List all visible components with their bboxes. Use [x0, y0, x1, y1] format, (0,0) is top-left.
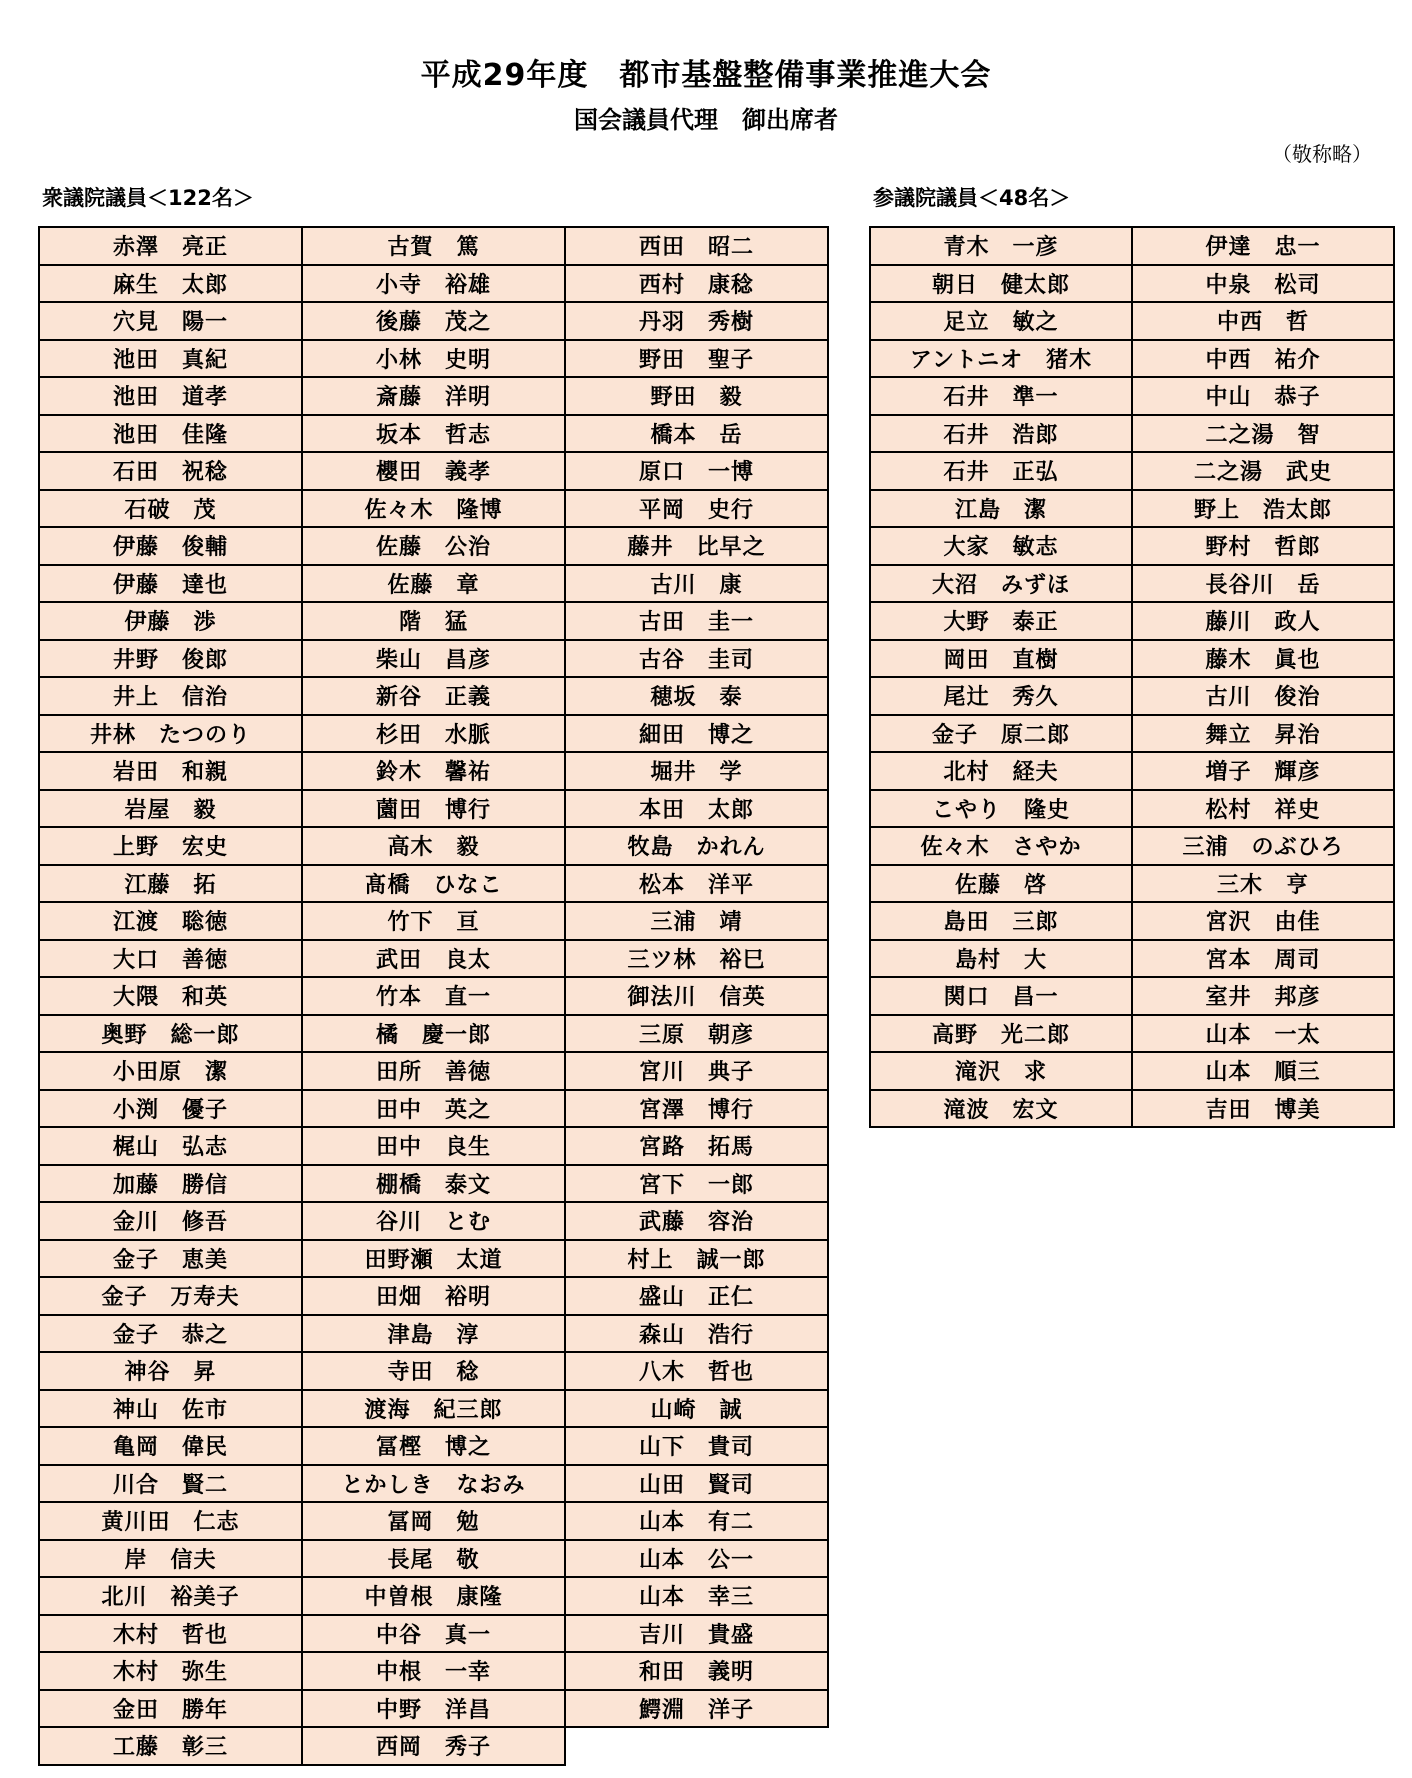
member-name-cell: 小寺 裕雄: [302, 265, 565, 303]
member-name-cell: 大口 善徳: [39, 940, 302, 978]
table-row: [39, 1052, 828, 1090]
member-name-cell: 穴見 陽一: [39, 302, 302, 340]
member-name-cell: 竹本 直一: [302, 977, 565, 1015]
table-row: [39, 1127, 828, 1165]
member-name-cell: 小渕 優子: [39, 1090, 302, 1128]
member-name-cell: 亀岡 偉民: [39, 1427, 302, 1465]
member-name-cell: 中西 哲: [1132, 302, 1394, 340]
member-name-cell: 金子 原二郎: [870, 715, 1132, 753]
table-row: [870, 602, 1394, 640]
member-name-cell: 三原 朝彦: [565, 1015, 828, 1053]
member-name-cell: 田野瀬 太道: [302, 1240, 565, 1278]
table-row: [39, 377, 828, 415]
member-name-cell: 小田原 潔: [39, 1052, 302, 1090]
member-name-cell: 田中 良生: [302, 1127, 565, 1165]
table-row: [870, 827, 1394, 865]
member-name-cell: 古田 圭一: [565, 602, 828, 640]
member-name-cell: 山下 貴司: [565, 1427, 828, 1465]
member-name-cell: 中泉 松司: [1132, 265, 1394, 303]
member-name-cell: 西田 昭二: [565, 227, 828, 265]
member-name-cell: こやり 隆史: [870, 790, 1132, 828]
member-name-cell: 山本 公一: [565, 1540, 828, 1578]
member-name-cell: 三木 亨: [1132, 865, 1394, 903]
table-row: [870, 527, 1394, 565]
member-name-cell: 長尾 敬: [302, 1540, 565, 1578]
member-name-cell: 渡海 紀三郎: [302, 1390, 565, 1428]
member-name-cell: 八木 哲也: [565, 1352, 828, 1390]
member-name-cell: 石井 浩郎: [870, 415, 1132, 453]
table-row: [39, 1652, 828, 1690]
member-name-cell: アントニオ 猪木: [870, 340, 1132, 378]
member-name-cell: 津島 淳: [302, 1315, 565, 1353]
member-name-cell: 森山 浩行: [565, 1315, 828, 1353]
member-name-cell: 穂坂 泰: [565, 677, 828, 715]
table-row: [870, 265, 1394, 303]
member-name-cell: 田所 善徳: [302, 1052, 565, 1090]
member-name-cell: 冨樫 博之: [302, 1427, 565, 1465]
member-name-cell: 古賀 篤: [302, 227, 565, 265]
member-name-cell: 梶山 弘志: [39, 1127, 302, 1165]
member-name-cell: 木村 弥生: [39, 1652, 302, 1690]
table-row: [39, 1427, 828, 1465]
member-name-cell: 神山 佐市: [39, 1390, 302, 1428]
member-name-cell: 中根 一幸: [302, 1652, 565, 1690]
table-row: [39, 977, 828, 1015]
member-name-cell: 中曽根 康隆: [302, 1577, 565, 1615]
table-row: [39, 1540, 828, 1578]
table-row: [39, 415, 828, 453]
table-row: [39, 1502, 828, 1540]
table-row: [39, 302, 828, 340]
table-row: [39, 1727, 828, 1765]
table-row: [39, 677, 828, 715]
member-name-cell: 金川 修吾: [39, 1202, 302, 1240]
sangiin-section-label: 参議院議員＜48名＞: [873, 186, 1071, 210]
member-name-cell: 丹羽 秀樹: [565, 302, 828, 340]
member-name-cell: 野田 毅: [565, 377, 828, 415]
table-row: [870, 977, 1394, 1015]
member-name-cell: 平岡 史行: [565, 490, 828, 528]
member-name-cell: 後藤 茂之: [302, 302, 565, 340]
member-name-cell: 橘 慶一郎: [302, 1015, 565, 1053]
member-name-cell: 三ツ林 裕巳: [565, 940, 828, 978]
member-name-cell: 大隈 和英: [39, 977, 302, 1015]
member-name-cell: 青木 一彦: [870, 227, 1132, 265]
table-row: [870, 715, 1394, 753]
table-row: [39, 527, 828, 565]
member-name-cell: 鈴木 馨祐: [302, 752, 565, 790]
member-name-cell: 伊藤 達也: [39, 565, 302, 603]
member-name-cell: 本田 太郎: [565, 790, 828, 828]
member-name-cell: 石田 祝稔: [39, 452, 302, 490]
table-row: [39, 865, 828, 903]
member-name-cell: 武藤 容治: [565, 1202, 828, 1240]
member-name-cell: 大野 泰正: [870, 602, 1132, 640]
table-row: [39, 602, 828, 640]
member-name-cell: 寺田 稔: [302, 1352, 565, 1390]
member-name-cell: 岩田 和親: [39, 752, 302, 790]
member-name-cell: 石破 茂: [39, 490, 302, 528]
member-name-cell: 高野 光二郎: [870, 1015, 1132, 1053]
member-name-cell: 薗田 博行: [302, 790, 565, 828]
member-name-cell: 工藤 彰三: [39, 1727, 302, 1765]
member-name-cell: 松本 洋平: [565, 865, 828, 903]
table-row: [39, 1577, 828, 1615]
member-name-cell: とかしき なおみ: [302, 1465, 565, 1503]
member-name-cell: 盛山 正仁: [565, 1277, 828, 1315]
member-name-cell: 関口 昌一: [870, 977, 1132, 1015]
member-name-cell: 杉田 水脈: [302, 715, 565, 753]
sangiin-members-table: [869, 226, 1395, 1128]
table-row: [870, 377, 1394, 415]
member-name-cell: 山本 一太: [1132, 1015, 1394, 1053]
member-name-cell: 奥野 総一郎: [39, 1015, 302, 1053]
member-name-cell: 高木 毅: [302, 827, 565, 865]
member-name-cell: 江藤 拓: [39, 865, 302, 903]
table-row: [39, 1352, 828, 1390]
member-name-cell: 山田 賢司: [565, 1465, 828, 1503]
member-name-cell: 田中 英之: [302, 1090, 565, 1128]
member-name-cell: 野上 浩太郎: [1132, 490, 1394, 528]
member-name-cell: 伊藤 俊輔: [39, 527, 302, 565]
member-name-cell: 島田 三郎: [870, 902, 1132, 940]
member-name-cell: 朝日 健太郎: [870, 265, 1132, 303]
table-row: [39, 1465, 828, 1503]
table-row: [39, 1690, 828, 1728]
member-name-cell: 山崎 誠: [565, 1390, 828, 1428]
table-row: [870, 1015, 1394, 1053]
member-name-cell: 谷川 とむ: [302, 1202, 565, 1240]
table-row: [39, 940, 828, 978]
shugiin-members-table: [38, 226, 829, 1766]
member-name-cell: 古川 康: [565, 565, 828, 603]
table-row: [870, 640, 1394, 678]
table-row: [39, 1165, 828, 1203]
member-name-cell: 大家 敏志: [870, 527, 1132, 565]
member-name-cell: 北川 裕美子: [39, 1577, 302, 1615]
table-row: [39, 1615, 828, 1653]
member-name-cell: 滝沢 求: [870, 1052, 1132, 1090]
member-name-cell: 田畑 裕明: [302, 1277, 565, 1315]
member-name-cell: 新谷 正義: [302, 677, 565, 715]
member-name-cell: 伊達 忠一: [1132, 227, 1394, 265]
table-row: [870, 227, 1394, 265]
member-name-cell: 冨岡 勉: [302, 1502, 565, 1540]
member-name-cell: 舞立 昇治: [1132, 715, 1394, 753]
member-name-cell: 井上 信治: [39, 677, 302, 715]
member-name-cell: 島村 大: [870, 940, 1132, 978]
member-name-cell: 髙橋 ひなこ: [302, 865, 565, 903]
member-name-cell: 岩屋 毅: [39, 790, 302, 828]
member-name-cell: 橋本 岳: [565, 415, 828, 453]
member-name-cell: 竹下 亘: [302, 902, 565, 940]
table-row: [39, 227, 828, 265]
member-name-cell: 佐々木 さやか: [870, 827, 1132, 865]
page-title: 平成29年度 都市基盤整備事業推進大会: [420, 58, 992, 93]
member-name-cell: 三浦 靖: [565, 902, 828, 940]
member-name-cell: 三浦 のぶひろ: [1132, 827, 1394, 865]
table-row: [39, 1090, 828, 1128]
table-row: [39, 1202, 828, 1240]
member-name-cell: 宮下 一郎: [565, 1165, 828, 1203]
member-name-cell: 原口 一博: [565, 452, 828, 490]
member-name-cell: 西村 康稔: [565, 265, 828, 303]
table-row: [39, 1277, 828, 1315]
member-name-cell: 藤井 比早之: [565, 527, 828, 565]
table-row: [870, 565, 1394, 603]
member-name-cell: 藤木 眞也: [1132, 640, 1394, 678]
member-name-cell: 井野 俊郎: [39, 640, 302, 678]
member-name-cell: 石井 準一: [870, 377, 1132, 415]
member-name-cell: 黄川田 仁志: [39, 1502, 302, 1540]
member-name-cell: 武田 良太: [302, 940, 565, 978]
table-row: [870, 940, 1394, 978]
member-name-cell: 足立 敏之: [870, 302, 1132, 340]
member-name-cell: 山本 有二: [565, 1502, 828, 1540]
member-name-cell: 長谷川 岳: [1132, 565, 1394, 603]
honorific-note: （敬称略）: [1272, 142, 1372, 166]
table-row: [39, 640, 828, 678]
member-name-cell: 江渡 聡徳: [39, 902, 302, 940]
member-name-cell: 赤澤 亮正: [39, 227, 302, 265]
member-name-cell: 棚橋 泰文: [302, 1165, 565, 1203]
table-row: [870, 677, 1394, 715]
member-name-cell: 宮路 拓馬: [565, 1127, 828, 1165]
table-row: [870, 1090, 1394, 1128]
table-row: [870, 752, 1394, 790]
member-name-cell: 加藤 勝信: [39, 1165, 302, 1203]
member-name-cell: 古谷 圭司: [565, 640, 828, 678]
member-name-cell: 江島 潔: [870, 490, 1132, 528]
table-row: [870, 452, 1394, 490]
member-name-cell: 金子 恵美: [39, 1240, 302, 1278]
table-row: [870, 865, 1394, 903]
page-subtitle: 国会議員代理 御出席者: [574, 106, 838, 134]
member-name-cell: 細田 博之: [565, 715, 828, 753]
table-row: [39, 902, 828, 940]
member-name-cell: 堀井 学: [565, 752, 828, 790]
member-name-cell: 野田 聖子: [565, 340, 828, 378]
table-row: [39, 452, 828, 490]
member-name-cell: 藤川 政人: [1132, 602, 1394, 640]
member-name-cell: 金子 恭之: [39, 1315, 302, 1353]
member-name-cell: 岸 信夫: [39, 1540, 302, 1578]
member-name-cell: 御法川 信英: [565, 977, 828, 1015]
member-name-cell: 増子 輝彦: [1132, 752, 1394, 790]
table-row: [39, 1315, 828, 1353]
shugiin-section-label: 衆議院議員＜122名＞: [42, 186, 254, 210]
member-name-cell: 北村 経夫: [870, 752, 1132, 790]
table-row: [870, 302, 1394, 340]
member-name-cell: 中谷 真一: [302, 1615, 565, 1653]
member-name-cell: 吉川 貴盛: [565, 1615, 828, 1653]
member-name-cell: 小林 史明: [302, 340, 565, 378]
table-row: [39, 1390, 828, 1428]
member-name-cell: 池田 佳隆: [39, 415, 302, 453]
member-name-cell: 和田 義明: [565, 1652, 828, 1690]
member-name-cell: 松村 祥史: [1132, 790, 1394, 828]
empty-cell: [565, 1727, 828, 1765]
table-row: [870, 902, 1394, 940]
member-name-cell: 室井 邦彦: [1132, 977, 1394, 1015]
table-row: [39, 340, 828, 378]
member-name-cell: 井林 たつのり: [39, 715, 302, 753]
table-row: [870, 1052, 1394, 1090]
member-name-cell: 吉田 博美: [1132, 1090, 1394, 1128]
member-name-cell: 佐藤 章: [302, 565, 565, 603]
table-row: [870, 415, 1394, 453]
table-row: [39, 715, 828, 753]
member-name-cell: 宮沢 由佳: [1132, 902, 1394, 940]
member-name-cell: 櫻田 義孝: [302, 452, 565, 490]
member-name-cell: 山本 順三: [1132, 1052, 1394, 1090]
member-name-cell: 佐々木 隆博: [302, 490, 565, 528]
member-name-cell: 上野 宏史: [39, 827, 302, 865]
member-name-cell: 滝波 宏文: [870, 1090, 1132, 1128]
member-name-cell: 村上 誠一郎: [565, 1240, 828, 1278]
member-name-cell: 宮澤 博行: [565, 1090, 828, 1128]
member-name-cell: 川合 賢二: [39, 1465, 302, 1503]
member-name-cell: 西岡 秀子: [302, 1727, 565, 1765]
member-name-cell: 尾辻 秀久: [870, 677, 1132, 715]
member-name-cell: 佐藤 公治: [302, 527, 565, 565]
table-row: [39, 565, 828, 603]
member-name-cell: 神谷 昇: [39, 1352, 302, 1390]
table-row: [39, 752, 828, 790]
table-row: [870, 490, 1394, 528]
member-name-cell: 中山 恭子: [1132, 377, 1394, 415]
member-name-cell: 宮本 周司: [1132, 940, 1394, 978]
member-name-cell: 斎藤 洋明: [302, 377, 565, 415]
member-name-cell: 麻生 太郎: [39, 265, 302, 303]
member-name-cell: 牧島 かれん: [565, 827, 828, 865]
member-name-cell: 二之湯 武史: [1132, 452, 1394, 490]
member-name-cell: 池田 真紀: [39, 340, 302, 378]
table-row: [39, 790, 828, 828]
member-name-cell: 二之湯 智: [1132, 415, 1394, 453]
member-name-cell: 鰐淵 洋子: [565, 1690, 828, 1728]
member-name-cell: 宮川 典子: [565, 1052, 828, 1090]
table-row: [39, 827, 828, 865]
member-name-cell: 中野 洋昌: [302, 1690, 565, 1728]
member-name-cell: 池田 道孝: [39, 377, 302, 415]
member-name-cell: 野村 哲郎: [1132, 527, 1394, 565]
member-name-cell: 金子 万寿夫: [39, 1277, 302, 1315]
member-name-cell: 柴山 昌彦: [302, 640, 565, 678]
member-name-cell: 古川 俊治: [1132, 677, 1394, 715]
member-name-cell: 山本 幸三: [565, 1577, 828, 1615]
member-name-cell: 伊藤 渉: [39, 602, 302, 640]
member-name-cell: 大沼 みずほ: [870, 565, 1132, 603]
member-name-cell: 金田 勝年: [39, 1690, 302, 1728]
table-row: [39, 1015, 828, 1053]
member-name-cell: 坂本 哲志: [302, 415, 565, 453]
member-name-cell: 階 猛: [302, 602, 565, 640]
member-name-cell: 石井 正弘: [870, 452, 1132, 490]
member-name-cell: 佐藤 啓: [870, 865, 1132, 903]
table-row: [870, 340, 1394, 378]
table-row: [39, 490, 828, 528]
table-row: [39, 265, 828, 303]
table-row: [870, 790, 1394, 828]
table-row: [39, 1240, 828, 1278]
member-name-cell: 岡田 直樹: [870, 640, 1132, 678]
member-name-cell: 木村 哲也: [39, 1615, 302, 1653]
member-name-cell: 中西 祐介: [1132, 340, 1394, 378]
